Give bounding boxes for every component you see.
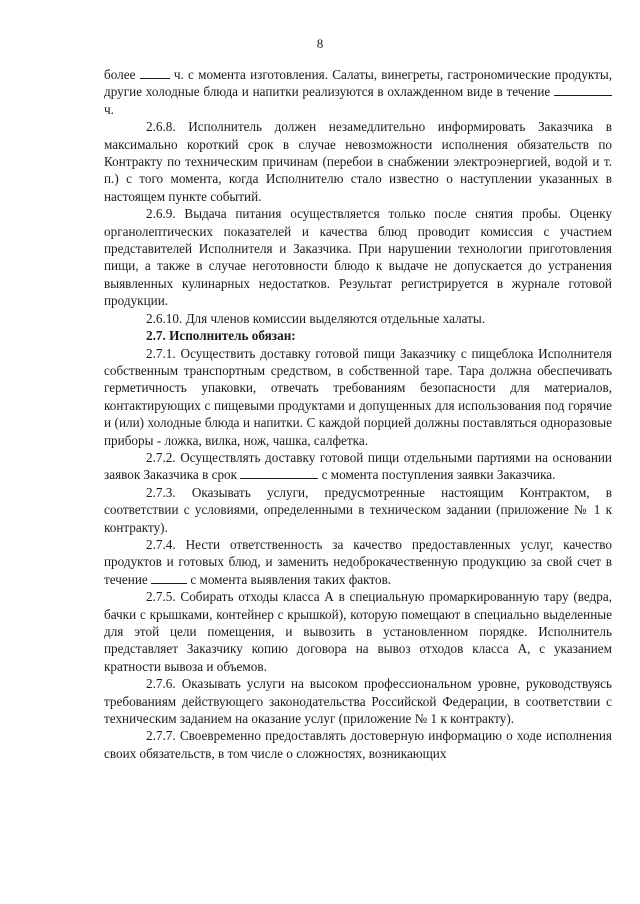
paragraph-2-7-5: 2.7.5. Собирать отходы класса А в специальную промаркированную тару (ведра, бачки с крышками, контейнер с крышкой), которую помещают в специально выделенные для этой цели помещения, и вывозить в установленном порядке. Исполнитель представляет Заказчику копию договора на вывоз отходов класса А, с указанием кратности вывоза и объемов. xyxy=(104,589,612,674)
paragraph-2-6-9: 2.6.9. Выдача питания осуществляется только после снятия пробы. Оценку органолептических показателей и качества блюд проводит комиссия с участием представителей Исполнителя и Заказчика. При нарушении технологии приготовления пищи, а также в случае неготовности блюдо к выдаче не допускается до устранения выявленных кулинарных недостатков. Результат регистрируется в журнале готовой продукции. xyxy=(104,206,612,309)
paragraph-2-7-3: 2.7.3. Оказывать услуги, предусмотренные настоящим Контрактом, в соответствии с условиями, определенными в техническом задании (приложение № 1 к контракту). xyxy=(104,484,612,535)
paragraph-2-7-6: 2.7.6. Оказывать услуги на высоком профессиональном уровне, руководствуясь требованиям действующего законодательства Российской Федерации, в соответствии с техническим заданием на оказание услуг (приложение № 1 к контракту). xyxy=(104,676,612,727)
paragraph-2-6-7-continuation xyxy=(104,66,612,118)
paragraph-2-7-2 xyxy=(104,449,612,484)
text-segment: ч. с момента изготовления. Салаты, винегреты, гастрономические продукты, другие холодные блюда и напитки реализуются в охлажденном виде в течение xyxy=(104,67,612,100)
blank-field xyxy=(140,67,170,79)
paragraph-2-6-10: 2.6.10. Для членов комиссии выделяются отдельные халаты. xyxy=(146,310,486,326)
paragraph-2-7-4 xyxy=(104,536,612,588)
blank-field xyxy=(151,572,187,584)
text-segment: с момента выявления таких фактов. xyxy=(190,571,392,587)
text-segment: 2.7.4. Нести ответственность за качество предоставленных услуг, качество продуктов и готовых блюд, и заменить недоброкачественную продукцию за свой счет в течение xyxy=(104,536,612,587)
text-segment: 2.7.2. Осуществлять доставку готовой пищи отдельными партиями на основании заявок Заказчика в срок xyxy=(104,449,612,483)
text-segment: с момента поступления заявки Заказчика. xyxy=(321,467,556,483)
paragraph-2-7-1: 2.7.1. Осуществить доставку готовой пищи Заказчику с пищеблока Исполнителя собственным транспортным средством, в собственной таре. Тара должна обеспечивать герметичность упаковки, отвечать требованиям безопасности для материалов, контактирующих с пищевыми продуктами и допущенных для использования под горячие и (или) холодные блюда и напитки. С каждой порцией должны поставляться одноразовые приборы - ложка, вилка, нож, чашка, салфетка. xyxy=(104,345,612,448)
blank-field xyxy=(554,84,612,96)
paragraph-2-7-7: 2.7.7. Своевременно предоставлять достоверную информацию о ходе исполнения своих обязательств, в том числе о сложностях, возникающих xyxy=(104,728,612,761)
section-heading-2-7: 2.7. Исполнитель обязан: xyxy=(146,328,296,344)
text-segment: ч. xyxy=(104,101,114,117)
document-body xyxy=(104,66,612,762)
blank-field xyxy=(240,467,318,479)
page-number: 8 xyxy=(316,36,324,51)
paragraph-2-6-8: 2.6.8. Исполнитель должен незамедлительно информировать Заказчика в максимально короткий срок в случае невозможности исполнения обязательств по Контракту по техническим причинам (перебои в снабжении электроэнергией, водой и т. п.) с того момента, когда Исполнителю стало известно о наступлении указанных в настоящем пункте событий. xyxy=(104,119,612,204)
text-segment: более xyxy=(104,67,136,82)
